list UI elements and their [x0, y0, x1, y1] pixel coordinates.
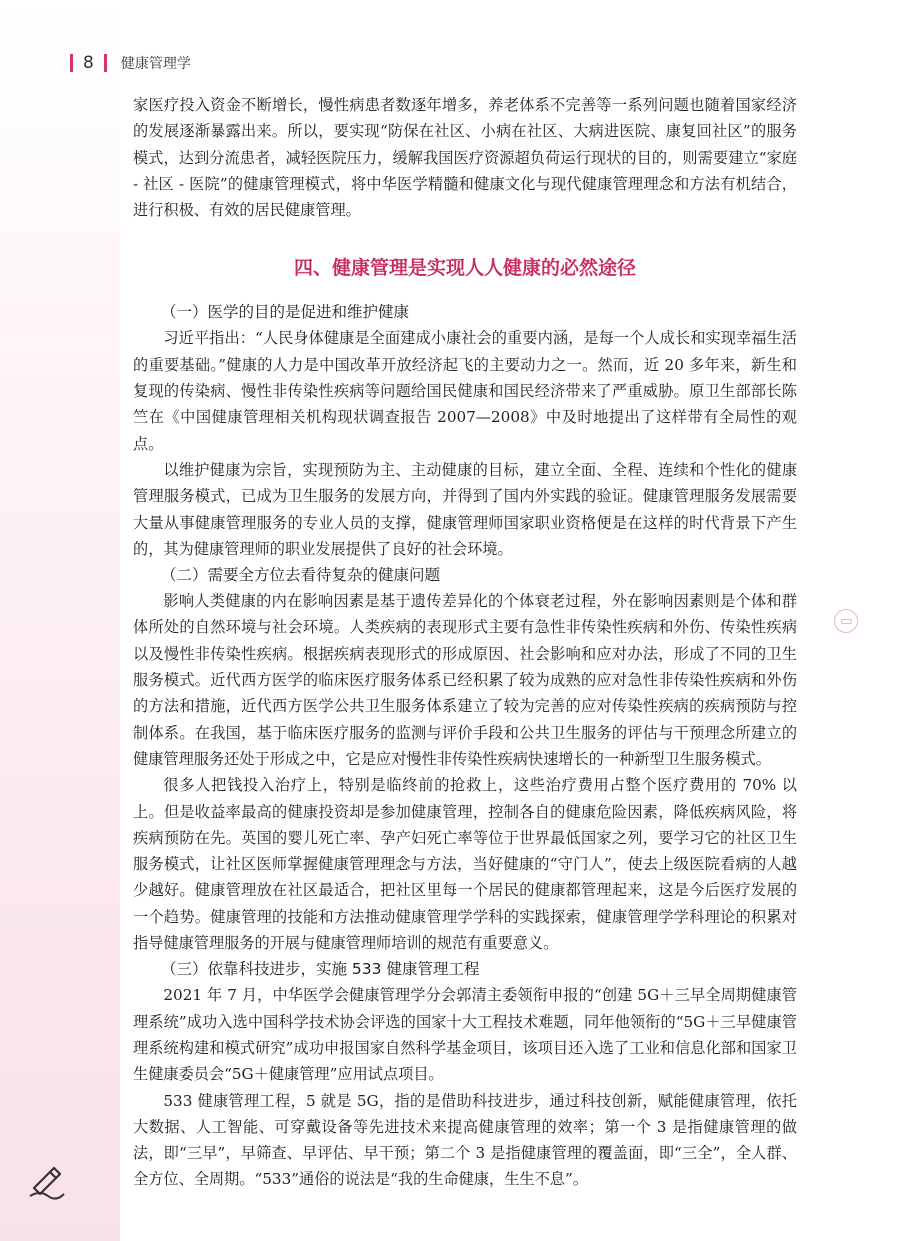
subsection-2-paragraph-1: 影响人类健康的内在影响因素是基于遗传差异化的个体衰老过程，外在影响因素则是个体和群体所处的自然环境与社会环境。人类疾病的表现形式主要有急性非传染性疾病和外伤、传染性疾病以及慢性非传染性疾病。根据疾病表现形式的形成原因、社会影响和应对办法，形成了不同的卫生服务模式。近代西方医学的临床医疗服务体系已经积累了较为成熟的应对急性非传染性疾病和外伤的方法和措施，近代西方医学公共卫生服务体系建立了较为完善的应对传染性疾病的疾病预防与控制体系。在我国，基于临床医疗服务的监测与评价手段和公共卫生服务的评估与干预理念所建立的健康管理服务还处于形成之中，它是应对慢性非传染性疾病快速增长的一种新型卫生服务模式。: [133, 592, 797, 768]
subsection-1-title: （一）医学的目的是促进和维护健康: [161, 303, 410, 322]
subsection-2-paragraph-2: 很多人把钱投入治疗上，特别是临终前的抢救上，这些治疗费用占整个医疗费用的 70% 以上。但是收益率最高的健康投资却是参加健康管理，控制各自的健康危险因素，降低疾病风险，将疾病预防在先。英国的婴儿死亡率、孕产妇死亡率等位于世界最低国家之列，要学习它的社区卫生服务模式，让社区医师掌握健康管理理念与方法，当好健康的“守门人”，使去上级医院看病的人越少越好。健康管理放在社区最适合，把社区里每一个居民的健康都管理起来，这是今后医疗发展的一个趋势。健康管理的技能和方法推动健康管理学学科的实践探索，健康管理学学科理论的积累对指导健康管理服务的开展与健康管理师培训的规范有重要意义。: [133, 776, 797, 953]
subsection-3-paragraph-2: 533 健康管理工程，5 就是 5G，指的是借助科技进步，通过科技创新，赋能健康管理，依托大数据、人工智能、可穿戴设备等先进技术来提高健康管理的效率；第一个 3 是指健康管理的做法，即“三早”，早筛查、早评估、早干预；第二个 3 是指健康管理的覆盖面，即“三全”，全人群、全方位、全周期。“533”通俗的说法是“我的生命健康，生生不息”。: [133, 1091, 797, 1189]
book-title: 健康管理学: [120, 56, 191, 72]
subsection-3-paragraph-1: 2021 年 7 月，中华医学会健康管理学分会郭清主委领衔申报的“创建 5G＋三早全周期健康管理系统”成功入选中国科学技术协会评选的国家十大工程技术难题，同年他领衔的“5G＋三早健康管理系统构建和模式研究”成功申报国家自然科学基金项目，该项目还入选了工业和信息化部和国家卫生健康委员会“5G＋健康管理”应用试点项目。: [133, 986, 797, 1084]
intro-paragraph: 家医疗投入资金不断增长，慢性病患者数逐年增多，养老体系不完善等一系列问题也随着国家经济的发展逐渐暴露出来。所以，要实现“防保在社区、小病在社区、大病进医院、康复回社区”的服务模式，达到分流患者，减轻医院压力，缓解我国医疗资源超负荷运行现状的目的，则需要建立“家庭 - 社区 - 医院”的健康管理模式，将中华医学精髓和健康文化与现代健康管理理念和方法有机结合，进行积极、有效的居民健康管理。: [133, 96, 797, 220]
page-number: 8: [83, 53, 94, 73]
subsection-3-title: （三）依靠科技进步，实施 533 健康管理工程: [161, 960, 480, 979]
header-bar-left: [70, 54, 73, 72]
side-badge-icon: [834, 609, 858, 633]
page-content: [133, 92, 797, 1193]
pen-icon: [26, 1160, 66, 1200]
left-decorative-band: [0, 0, 120, 1241]
section-title: 四、健康管理是实现人人健康的必然途径: [293, 257, 636, 280]
subsection-1-paragraph-1: 习近平指出：“人民身体健康是全面建成小康社会的重要内涵，是每一个人成长和实现幸福生活的重要基础。”健康的人力是中国改革开放经济起飞的主要动力之一。然而，近 20 多年来，新生和复现的传染病、慢性非传染性疾病等问题给国民健康和国民经济带来了严重威胁。原卫生部部长陈竺在《中国健康管理相关机构现状调查报告 2007—2008》中及时地提出了这样带有全局性的观点。: [133, 329, 797, 453]
subsection-2-title: （二）需要全方位去看待复杂的健康问题: [161, 566, 441, 585]
subsection-1-paragraph-2: 以维护健康为宗旨，实现预防为主、主动健康的目标，建立全面、全程、连续和个性化的健康管理服务模式，已成为卫生服务的发展方向，并得到了国内外实践的验证。健康管理服务发展需要大量从事健康管理服务的专业人员的支撑，健康管理师国家职业资格便是在这样的时代背景下产生的，其为健康管理师的职业发展提供了良好的社会环境。: [133, 460, 797, 558]
page-header: [70, 48, 191, 78]
header-bar-right: [104, 54, 107, 72]
